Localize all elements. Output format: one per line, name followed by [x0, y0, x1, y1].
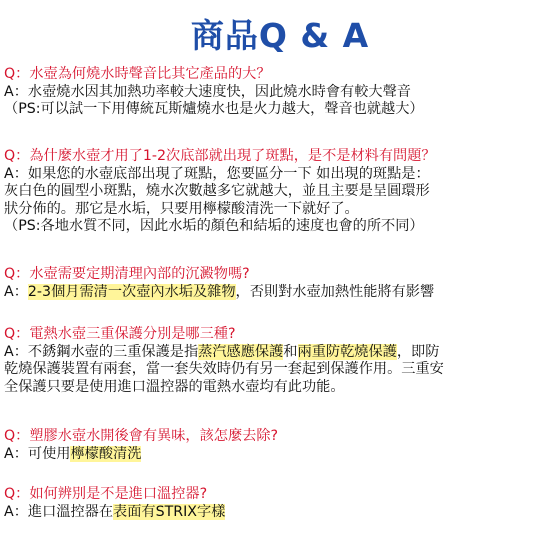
answer-line [4, 284, 556, 302]
answer-line [4, 344, 556, 362]
qa-item-4 [4, 326, 556, 396]
page-title: 商品Q & A [190, 16, 370, 55]
qa-item-5 [4, 428, 556, 463]
question-text: Q：水壺需要定期清理內部的沉澱物嗎? [4, 266, 250, 282]
qa-item-1 [4, 66, 556, 119]
answer-prefix: A：可使用 [4, 445, 71, 462]
highlighted-text: 2-3個月需清一次壺內水垢及雜物 [27, 283, 236, 300]
answer-suffix: ，否則對水壺加熱性能將有影響 [235, 283, 435, 300]
question-text: Q：電熱水壺三重保護分別是哪三種? [4, 326, 236, 342]
answer-connector: 和 [283, 343, 298, 360]
answer-line: 灰白色的圓型小斑點，燒水次數越多它就越大，並且主要是呈圓環形 [4, 183, 430, 199]
question-text: Q：塑膠水壺水開後會有異味，該怎麼去除? [4, 428, 279, 444]
qa-item-2 [4, 148, 556, 236]
answer-line [4, 446, 556, 464]
answer-prefix: A： [4, 283, 28, 300]
answer-note: （PS:各地水質不同，因此水垢的顏色和結垢的速度也會的所不同） [4, 218, 424, 234]
answer-suffix: ，即防 [396, 343, 440, 360]
highlighted-text: 表面有STRIX字樣 [113, 503, 226, 520]
answer-line [4, 504, 556, 522]
question-text: Q：如何辨別是不是進口溫控器? [4, 486, 208, 502]
question-text: Q：為什麼水壺才用了1-2次底部就出現了斑點，是不是材料有問題？ [4, 148, 436, 164]
answer-prefix: A：不銹鋼水壺的三重保護是指 [4, 343, 199, 360]
answer-line: A：水壺燒水因其加熱功率較大速度快，因此燒水時會有較大聲音 [4, 83, 411, 100]
question-text: Q：水壺為何燒水時聲音比其它產品的大？ [4, 66, 271, 82]
highlighted-text: 檸檬酸清洗 [70, 445, 142, 462]
highlighted-text: 蒸汽感應保護 [198, 343, 284, 360]
answer-line: 乾燒保護裝置有兩套，當一套失效時仍有另一套起到保護作用。三重安 [4, 361, 444, 377]
qa-item-3 [4, 266, 556, 301]
answer-prefix: A：進口溫控器在 [4, 503, 114, 520]
answer-note: （PS:可以試一下用傳統瓦斯爐燒水也是火力越大，聲音也就越大） [4, 101, 424, 117]
highlighted-text: 兩重防乾燒保護 [297, 343, 397, 360]
answer-line: 狀分佈的。那它是水垢，只要用檸檬酸清洗一下就好了。 [4, 200, 359, 217]
qa-item-6 [4, 486, 556, 521]
answer-line: 全保護只要是使用進口溫控器的電熱水壺均有此功能。 [4, 378, 345, 395]
answer-line: A：如果您的水壺底部出現了斑點，您要區分一下 如出現的斑點是： [4, 165, 430, 182]
